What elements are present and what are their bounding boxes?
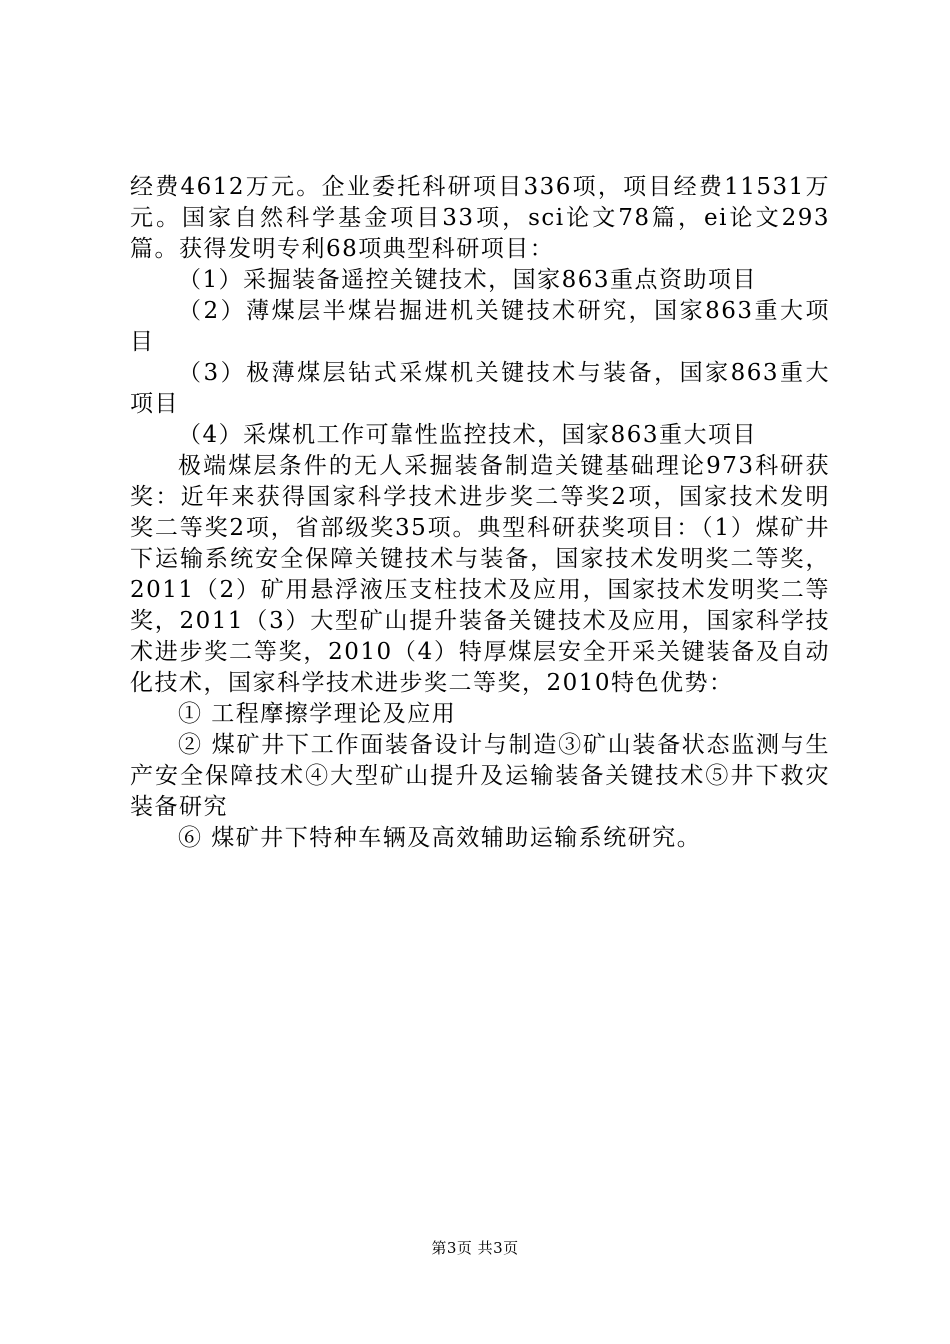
paragraph-advantage-1: ① 工程摩擦学理论及应用	[178, 701, 457, 727]
paragraph-project-2: （2）薄煤层半煤岩掘进机关键技术研究，国家863重大项目	[130, 298, 830, 355]
page-number-footer: 第3页 共3页	[431, 1239, 519, 1257]
paragraph-advantage-6: ⑥ 煤矿井下特种车辆及高效辅助运输系统研究。	[178, 825, 702, 851]
paragraph-funding: 经费4612万元。企业委托科研项目336项，项目经费11531万元。国家自然科学基金项目33项，sci论文78篇，ei论文293篇。获得发明专利68项典型科研项目：	[130, 174, 830, 262]
paragraph-advantage-2: ② 煤矿井下工作面装备设计与制造③矿山装备状态监测与生产安全保障技术④大型矿山提升及运输装备关键技术⑤井下救灾装备研究	[130, 732, 830, 820]
paragraph-project-3: （3）极薄煤层钻式采煤机关键技术与装备，国家863重大项目	[130, 360, 830, 417]
paragraph-project-1: （1）采掘装备遥控关键技术，国家863重点资助项目	[178, 267, 758, 293]
document-body	[130, 172, 830, 854]
paragraph-awards: 极端煤层条件的无人采掘装备制造关键基础理论973科研获奖：近年来获得国家科学技术进步奖二等奖2项，国家技术发明奖二等奖2项，省部级奖35项。典型科研获奖项目：（1）煤矿井下运输系统安全保障关键技术与装备，国家技术发明奖二等奖，2011（2）矿用悬浮液压支柱技术及应用，国家技术发明奖二等奖，2011（3）大型矿山提升装备关键技术及应用，国家科学技术进步奖二等奖，2010（4）特厚煤层安全开采关键装备及自动化技术，国家科学技术进步奖二等奖，2010特色优势：	[130, 453, 830, 696]
paragraph-project-4: （4）采煤机工作可靠性监控技术，国家863重大项目	[178, 422, 758, 448]
